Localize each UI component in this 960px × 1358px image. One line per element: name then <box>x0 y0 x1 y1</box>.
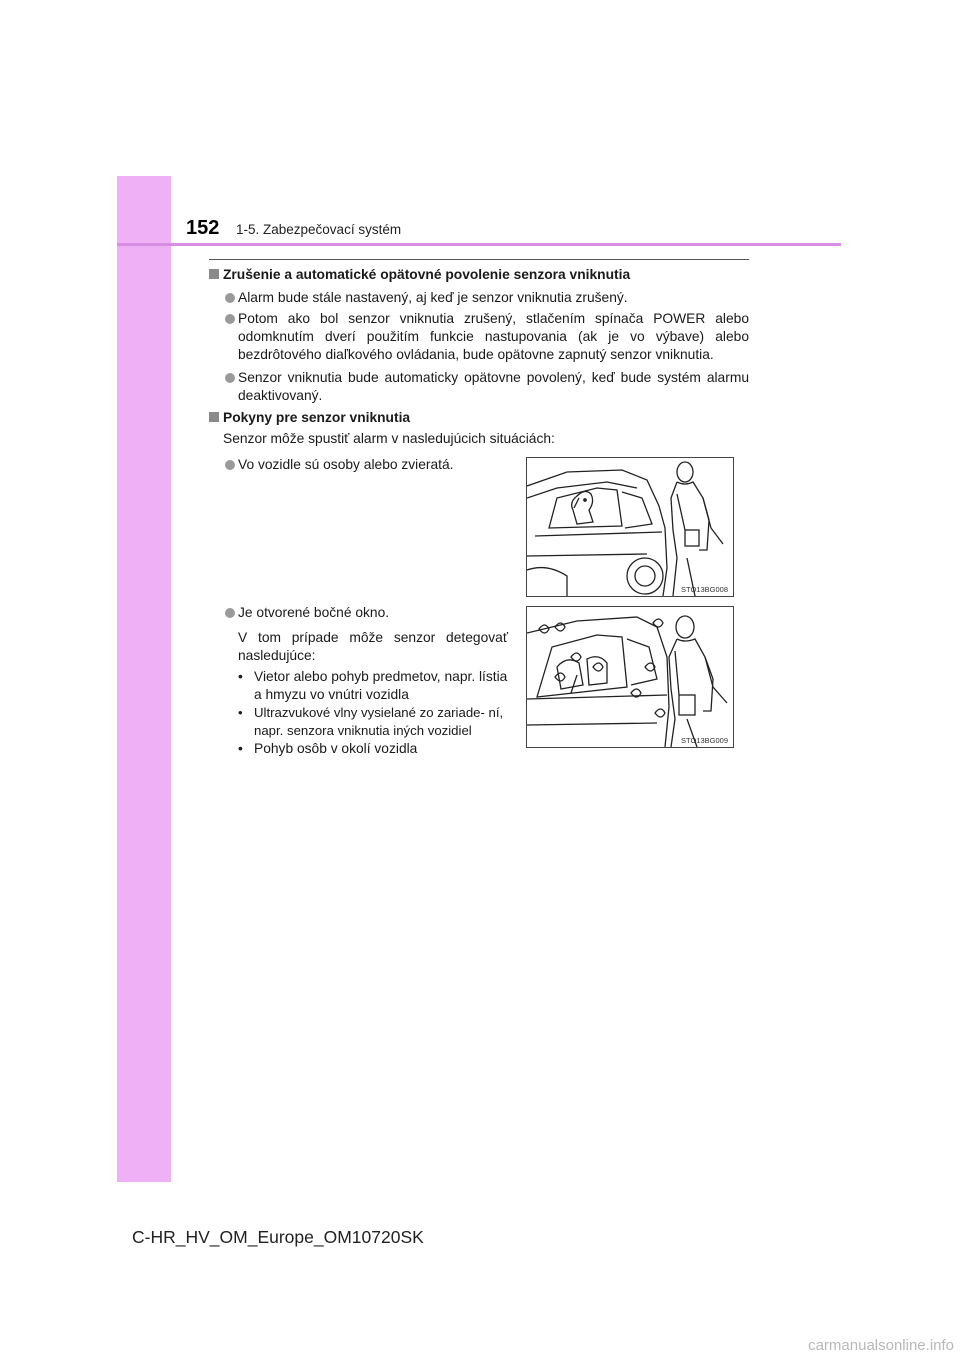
heading-text: Zrušenie a automatické opätovné povolenie senzora vniknutia <box>223 267 631 282</box>
figure-car-open-window <box>526 606 734 748</box>
list-item-text: Vo vozidle sú osoby alebo zvieratá. <box>238 457 454 472</box>
figure-code: STO13BG008 <box>681 585 728 594</box>
content-top-rule <box>209 259 749 260</box>
heading-text: Pokyny pre senzor vniknutia <box>223 410 411 425</box>
car-with-open-window-leaves-illustration <box>527 607 733 747</box>
bullet-dot-icon <box>225 608 235 618</box>
list-item <box>209 604 509 622</box>
list-item <box>209 456 509 474</box>
dash-list-item <box>238 740 510 758</box>
section-intro: Senzor môže spustiť alarm v nasledujúcich situáciách: <box>223 431 555 446</box>
square-bullet-icon <box>209 269 219 279</box>
dash-bullet-icon: • <box>238 705 243 720</box>
bullet-dot-icon <box>225 460 235 470</box>
heading-section-2 <box>209 409 749 427</box>
section-title: 1-5. Zabezpečovací systém <box>236 222 402 237</box>
square-bullet-icon <box>209 412 219 422</box>
bullet-dot-icon <box>225 293 235 303</box>
bullet-subtext: V tom prípade môže senzor detegovať nasledujúce: <box>238 630 508 664</box>
side-tab-band <box>117 176 171 1182</box>
dash-bullet-icon: • <box>238 669 243 684</box>
list-item <box>209 289 749 307</box>
dash-item-text: Ultrazvukové vlny vysielané zo zariade- ní, napr. senzora vniknutia iných vozidiel <box>254 705 504 738</box>
car-with-dog-and-person-illustration <box>527 458 733 596</box>
dash-bullet-icon: • <box>238 741 243 756</box>
figure-code: STO13BG009 <box>681 736 728 745</box>
list-item-text: Potom ako bol senzor vniknutia zrušený, stlačením spínača POWER alebo odomknutím dverí použitím funkcie nastupovania (ak je vo výbave) alebo bezdrôtového diaľkového ovládania, bude opätovne zapnutý senzor vniknutia. <box>238 311 749 363</box>
list-item-text: Je otvorené bočné okno. <box>238 605 390 620</box>
bullet-dot-icon <box>225 314 235 324</box>
watermark: carmanualsonline.info <box>808 1337 954 1354</box>
list-item-text: Alarm bude stále nastavený, aj keď je senzor vniknutia zrušený. <box>238 290 628 305</box>
header-rule <box>117 243 841 246</box>
heading-section-1 <box>209 266 749 284</box>
dash-item-text: Pohyb osôb v okolí vozidla <box>254 741 418 756</box>
list-item-text: Senzor vniknutia bude automaticky opätovne povolený, keď bude systém alarmu deaktivovaný. <box>238 370 749 404</box>
dash-item-text: Vietor alebo pohyb predmetov, napr. lístia a hmyzu vo vnútri vozidla <box>254 669 508 702</box>
list-item <box>209 369 749 405</box>
list-item <box>209 310 749 365</box>
dash-list-item <box>238 668 510 703</box>
bullet-dot-icon <box>225 373 235 383</box>
footer-document-code: C-HR_HV_OM_Europe_OM10720SK <box>132 1227 424 1247</box>
dash-list-item <box>238 704 518 739</box>
figure-car-dog <box>526 457 734 597</box>
page-number: 152 <box>186 217 220 239</box>
